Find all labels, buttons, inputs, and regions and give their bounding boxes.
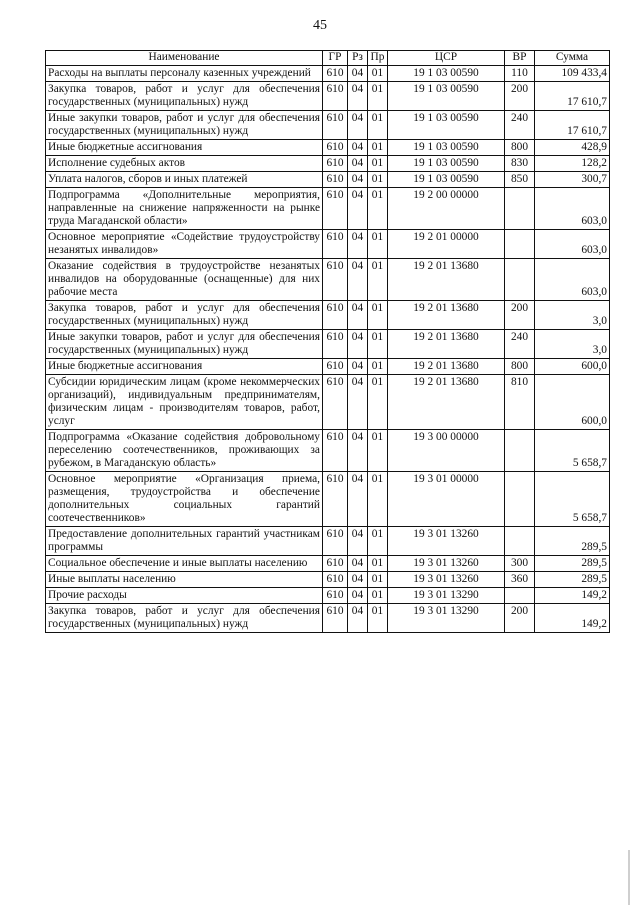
- table-row: [46, 230, 610, 259]
- table-row: [46, 359, 610, 375]
- cell-gr: 610: [323, 375, 348, 430]
- cell-name: Основное мероприятие «Организация приема, размещения, трудоустройства и обеспечение дополнительных социальных гарантий соотечественников»: [46, 472, 323, 527]
- cell-csr: 19 1 03 00590: [388, 140, 505, 156]
- header-vr: ВР: [505, 51, 535, 66]
- cell-rz: 04: [348, 330, 368, 359]
- cell-rz: 04: [348, 430, 368, 472]
- table-row: [46, 430, 610, 472]
- cell-vr: [505, 588, 535, 604]
- cell-name: Расходы на выплаты персоналу казенных учреждений: [46, 66, 323, 82]
- cell-pr: 01: [368, 472, 388, 527]
- cell-vr: [505, 188, 535, 230]
- table-row: [46, 140, 610, 156]
- cell-name: Иные выплаты населению: [46, 572, 323, 588]
- table-row: [46, 82, 610, 111]
- cell-pr: 01: [368, 230, 388, 259]
- header-row: [46, 51, 610, 66]
- cell-gr: 610: [323, 259, 348, 301]
- cell-csr: 19 2 01 13680: [388, 259, 505, 301]
- cell-gr: 610: [323, 82, 348, 111]
- cell-csr: 19 1 03 00590: [388, 156, 505, 172]
- cell-csr: 19 3 01 00000: [388, 472, 505, 527]
- cell-name: Предоставление дополнительных гарантий участникам программы: [46, 527, 323, 556]
- cell-rz: 04: [348, 301, 368, 330]
- cell-pr: 01: [368, 430, 388, 472]
- cell-csr: 19 3 01 13290: [388, 588, 505, 604]
- cell-rz: 04: [348, 140, 368, 156]
- cell-csr: 19 3 00 00000: [388, 430, 505, 472]
- header-gr: ГР: [323, 51, 348, 66]
- cell-name: Иные бюджетные ассигнования: [46, 359, 323, 375]
- cell-vr: [505, 259, 535, 301]
- cell-pr: 01: [368, 188, 388, 230]
- cell-sum: 428,9: [535, 140, 610, 156]
- cell-csr: 19 1 03 00590: [388, 172, 505, 188]
- cell-rz: 04: [348, 259, 368, 301]
- cell-vr: 110: [505, 66, 535, 82]
- cell-rz: 04: [348, 82, 368, 111]
- table-row: [46, 156, 610, 172]
- cell-name: Закупка товаров, работ и услуг для обеспечения государственных (муниципальных) нужд: [46, 301, 323, 330]
- cell-rz: 04: [348, 556, 368, 572]
- scan-edge-mark: [628, 850, 630, 905]
- table-row: [46, 259, 610, 301]
- cell-gr: 610: [323, 330, 348, 359]
- cell-vr: 800: [505, 140, 535, 156]
- cell-sum: 128,2: [535, 156, 610, 172]
- cell-vr: 240: [505, 111, 535, 140]
- cell-rz: 04: [348, 604, 368, 633]
- cell-csr: 19 2 01 13680: [388, 330, 505, 359]
- cell-rz: 04: [348, 156, 368, 172]
- cell-csr: 19 1 03 00590: [388, 66, 505, 82]
- table-row: [46, 572, 610, 588]
- cell-pr: 01: [368, 259, 388, 301]
- cell-sum: 109 433,4: [535, 66, 610, 82]
- cell-name: Иные бюджетные ассигнования: [46, 140, 323, 156]
- table-body: [46, 66, 610, 633]
- cell-csr: 19 3 01 13260: [388, 556, 505, 572]
- cell-name: Подпрограмма «Оказание содействия добровольному переселению соотечественников, проживающих за рубежом, в Магаданскую область»: [46, 430, 323, 472]
- cell-gr: 610: [323, 588, 348, 604]
- cell-gr: 610: [323, 188, 348, 230]
- cell-rz: 04: [348, 66, 368, 82]
- table-row: [46, 111, 610, 140]
- cell-gr: 610: [323, 527, 348, 556]
- cell-pr: 01: [368, 156, 388, 172]
- cell-csr: 19 3 01 13260: [388, 572, 505, 588]
- cell-rz: 04: [348, 359, 368, 375]
- cell-sum: 3,0: [535, 330, 610, 359]
- table-row: [46, 527, 610, 556]
- cell-sum: 603,0: [535, 188, 610, 230]
- cell-pr: 01: [368, 82, 388, 111]
- cell-csr: 19 1 03 00590: [388, 111, 505, 140]
- cell-csr: 19 2 01 13680: [388, 301, 505, 330]
- cell-vr: 830: [505, 156, 535, 172]
- cell-sum: 600,0: [535, 375, 610, 430]
- cell-gr: 610: [323, 111, 348, 140]
- cell-vr: 200: [505, 301, 535, 330]
- cell-sum: 5 658,7: [535, 472, 610, 527]
- cell-pr: 01: [368, 572, 388, 588]
- cell-vr: 850: [505, 172, 535, 188]
- cell-sum: 603,0: [535, 259, 610, 301]
- cell-rz: 04: [348, 572, 368, 588]
- cell-csr: 19 3 01 13290: [388, 604, 505, 633]
- cell-sum: 603,0: [535, 230, 610, 259]
- cell-sum: 289,5: [535, 556, 610, 572]
- cell-gr: 610: [323, 172, 348, 188]
- cell-sum: 17 610,7: [535, 111, 610, 140]
- cell-vr: 810: [505, 375, 535, 430]
- cell-rz: 04: [348, 172, 368, 188]
- header-csr: ЦСР: [388, 51, 505, 66]
- cell-pr: 01: [368, 556, 388, 572]
- cell-name: Оказание содействия в трудоустройстве незанятых инвалидов на оборудованные (оснащенные) для них рабочие места: [46, 259, 323, 301]
- cell-rz: 04: [348, 230, 368, 259]
- cell-rz: 04: [348, 375, 368, 430]
- cell-pr: 01: [368, 111, 388, 140]
- cell-csr: 19 1 03 00590: [388, 82, 505, 111]
- cell-pr: 01: [368, 359, 388, 375]
- cell-name: Субсидии юридическим лицам (кроме некоммерческих организаций), индивидуальным предпринимателям, физическим лицам - производителям товаров, работ, услуг: [46, 375, 323, 430]
- cell-sum: 3,0: [535, 301, 610, 330]
- table-row: [46, 301, 610, 330]
- table-row: [46, 588, 610, 604]
- cell-name: Закупка товаров, работ и услуг для обеспечения государственных (муниципальных) нужд: [46, 604, 323, 633]
- cell-csr: 19 3 01 13260: [388, 527, 505, 556]
- table-row: [46, 66, 610, 82]
- table-header: [46, 51, 610, 66]
- cell-rz: 04: [348, 588, 368, 604]
- table-row: [46, 330, 610, 359]
- cell-name: Закупка товаров, работ и услуг для обеспечения государственных (муниципальных) нужд: [46, 82, 323, 111]
- cell-gr: 610: [323, 140, 348, 156]
- cell-vr: 800: [505, 359, 535, 375]
- cell-pr: 01: [368, 66, 388, 82]
- cell-name: Социальное обеспечение и иные выплаты населению: [46, 556, 323, 572]
- cell-gr: 610: [323, 156, 348, 172]
- cell-sum: 5 658,7: [535, 430, 610, 472]
- cell-vr: [505, 527, 535, 556]
- cell-sum: 300,7: [535, 172, 610, 188]
- cell-csr: 19 2 01 13680: [388, 375, 505, 430]
- header-rz: Рз: [348, 51, 368, 66]
- cell-gr: 610: [323, 604, 348, 633]
- cell-pr: 01: [368, 527, 388, 556]
- cell-pr: 01: [368, 140, 388, 156]
- table-row: [46, 604, 610, 633]
- cell-vr: [505, 430, 535, 472]
- cell-vr: 300: [505, 556, 535, 572]
- cell-gr: 610: [323, 430, 348, 472]
- cell-sum: 600,0: [535, 359, 610, 375]
- table-row: [46, 375, 610, 430]
- cell-name: Иные закупки товаров, работ и услуг для обеспечения государственных (муниципальных) нужд: [46, 330, 323, 359]
- cell-gr: 610: [323, 572, 348, 588]
- cell-name: Прочие расходы: [46, 588, 323, 604]
- cell-rz: 04: [348, 111, 368, 140]
- header-pr: Пр: [368, 51, 388, 66]
- cell-pr: 01: [368, 604, 388, 633]
- cell-name: Иные закупки товаров, работ и услуг для обеспечения государственных (муниципальных) нужд: [46, 111, 323, 140]
- cell-sum: 17 610,7: [535, 82, 610, 111]
- cell-sum: 289,5: [535, 527, 610, 556]
- cell-csr: 19 2 01 00000: [388, 230, 505, 259]
- cell-gr: 610: [323, 301, 348, 330]
- cell-gr: 610: [323, 472, 348, 527]
- cell-gr: 610: [323, 66, 348, 82]
- page-number: 45: [313, 18, 327, 33]
- cell-vr: 200: [505, 604, 535, 633]
- cell-name: Уплата налогов, сборов и иных платежей: [46, 172, 323, 188]
- cell-csr: 19 2 01 13680: [388, 359, 505, 375]
- table-row: [46, 472, 610, 527]
- cell-pr: 01: [368, 301, 388, 330]
- budget-table: [45, 50, 610, 633]
- cell-gr: 610: [323, 359, 348, 375]
- cell-name: Подпрограмма «Дополнительные мероприятия, направленные на снижение напряженности на рынке труда Магаданской области»: [46, 188, 323, 230]
- cell-rz: 04: [348, 472, 368, 527]
- cell-gr: 610: [323, 230, 348, 259]
- cell-name: Основное мероприятие «Содействие трудоустройству незанятых инвалидов»: [46, 230, 323, 259]
- cell-sum: 289,5: [535, 572, 610, 588]
- cell-pr: 01: [368, 588, 388, 604]
- table-row: [46, 172, 610, 188]
- cell-rz: 04: [348, 188, 368, 230]
- cell-vr: 360: [505, 572, 535, 588]
- header-sum: Сумма: [535, 51, 610, 66]
- cell-vr: [505, 472, 535, 527]
- header-name: Наименование: [46, 51, 323, 66]
- cell-pr: 01: [368, 375, 388, 430]
- cell-name: Исполнение судебных актов: [46, 156, 323, 172]
- cell-pr: 01: [368, 172, 388, 188]
- table-row: [46, 556, 610, 572]
- cell-vr: [505, 230, 535, 259]
- cell-vr: 200: [505, 82, 535, 111]
- cell-sum: 149,2: [535, 604, 610, 633]
- table-row: [46, 188, 610, 230]
- cell-vr: 240: [505, 330, 535, 359]
- cell-sum: 149,2: [535, 588, 610, 604]
- cell-gr: 610: [323, 556, 348, 572]
- cell-csr: 19 2 00 00000: [388, 188, 505, 230]
- cell-pr: 01: [368, 330, 388, 359]
- cell-rz: 04: [348, 527, 368, 556]
